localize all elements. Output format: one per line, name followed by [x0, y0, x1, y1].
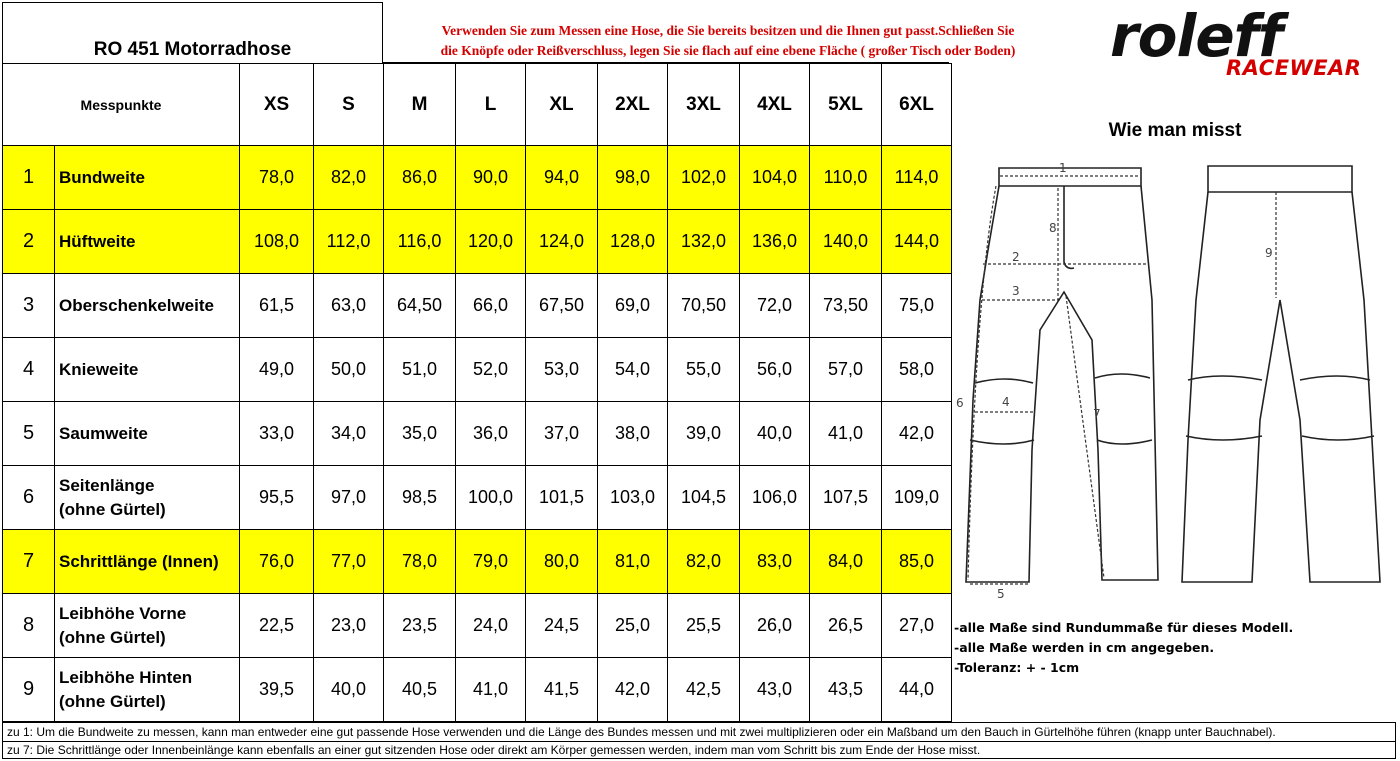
measure-value: 38,0 [598, 402, 668, 466]
measure-value: 82,0 [314, 146, 384, 210]
footer-note-2: zu 7: Die Schrittlänge oder Innenbeinlänge kann ebenfalls an einer gut sitzenden Hose oder direkt am Körper gemessen werden, indem man vom Schritt bis zum Ende der Hose misst. [7, 743, 981, 757]
measure-value: 112,0 [314, 210, 384, 274]
table-row [3, 594, 952, 658]
measure-value: 84,0 [810, 530, 882, 594]
back-pants-drawing [1182, 166, 1380, 582]
measure-value: 35,0 [384, 402, 456, 466]
note: -alle Maße sind Rundummaße für dieses Modell. [954, 620, 1294, 635]
measure-name [55, 530, 240, 594]
note: -alle Maße werden in cm angegeben. [954, 640, 1215, 655]
measure-value: 25,5 [668, 594, 740, 658]
measure-name-line: Saumweite [59, 423, 148, 443]
measure-value: 108,0 [240, 210, 314, 274]
size-table [2, 63, 952, 722]
measure-value: 78,0 [240, 146, 314, 210]
measure-value: 63,0 [314, 274, 384, 338]
pants-diagram [951, 146, 1396, 606]
size-header: 5XL [810, 64, 882, 146]
footer-note-1: zu 1: Um die Bundweite zu messen, kann man entweder eine gut passende Hose verwenden und die Länge des Bundes messen und mit zwei multiplizieren oder ein Maßband um den Bauch in Gürtelhöhe führen (knapp unter Bauchnabel). [7, 725, 1276, 739]
diagram-label: 6 [956, 396, 964, 410]
table-row [3, 274, 952, 338]
table-row [3, 466, 952, 530]
measure-name-subline: (ohne Gürtel) [59, 691, 166, 711]
size-header: XS [240, 64, 314, 146]
diagram-label: 4 [1002, 395, 1010, 409]
measure-name-line: Hüftweite [59, 231, 136, 251]
measure-value: 25,0 [598, 594, 668, 658]
measure-value: 42,5 [668, 658, 740, 722]
measure-value: 23,0 [314, 594, 384, 658]
row-number: 5 [3, 402, 55, 466]
measure-name [55, 594, 240, 658]
diagram-label: 5 [997, 587, 1005, 601]
measure-value: 40,0 [314, 658, 384, 722]
row-number: 3 [3, 274, 55, 338]
size-header: 6XL [882, 64, 952, 146]
measure-name-line: Leibhöhe Hinten [59, 667, 193, 687]
measure-points-header: Messpunkte [3, 64, 240, 146]
measure-value: 104,5 [668, 466, 740, 530]
row-number: 2 [3, 210, 55, 274]
measure-value: 81,0 [598, 530, 668, 594]
measure-value: 41,5 [526, 658, 598, 722]
measure-name [55, 466, 240, 530]
measure-value: 37,0 [526, 402, 598, 466]
measure-value: 82,0 [668, 530, 740, 594]
measure-value: 41,0 [456, 658, 526, 722]
measure-value: 97,0 [314, 466, 384, 530]
measure-value: 70,50 [668, 274, 740, 338]
diagram-label: 8 [1049, 221, 1057, 235]
measure-value: 27,0 [882, 594, 952, 658]
measure-value: 144,0 [882, 210, 952, 274]
diagram-label: 3 [1012, 284, 1020, 298]
measure-value: 66,0 [456, 274, 526, 338]
measure-value: 78,0 [384, 530, 456, 594]
measure-value: 132,0 [668, 210, 740, 274]
measure-value: 52,0 [456, 338, 526, 402]
size-header: 2XL [598, 64, 668, 146]
measure-name [55, 146, 240, 210]
size-header: S [314, 64, 384, 146]
measure-value: 61,5 [240, 274, 314, 338]
measure-value: 83,0 [740, 530, 810, 594]
measure-value: 69,0 [598, 274, 668, 338]
table-row [3, 402, 952, 466]
size-header: M [384, 64, 456, 146]
measure-value: 128,0 [598, 210, 668, 274]
row-number: 6 [3, 466, 55, 530]
measure-name-subline: (ohne Gürtel) [59, 627, 166, 647]
measure-value: 79,0 [456, 530, 526, 594]
measure-name [55, 274, 240, 338]
measure-value: 36,0 [456, 402, 526, 466]
row-number: 7 [3, 530, 55, 594]
footer-notes [2, 722, 1396, 759]
measure-value: 136,0 [740, 210, 810, 274]
diagram-label: 1 [1059, 161, 1067, 175]
row-number: 9 [3, 658, 55, 722]
measure-value: 42,0 [882, 402, 952, 466]
measure-value: 26,0 [740, 594, 810, 658]
measure-value: 40,0 [740, 402, 810, 466]
measure-value: 55,0 [668, 338, 740, 402]
measure-value: 43,0 [740, 658, 810, 722]
measure-name-line: Leibhöhe Vorne [59, 603, 187, 623]
table-row [3, 146, 952, 210]
measure-name-line: Bundweite [59, 167, 145, 187]
size-header: L [456, 64, 526, 146]
measure-value: 49,0 [240, 338, 314, 402]
measure-value: 64,50 [384, 274, 456, 338]
measure-value: 24,0 [456, 594, 526, 658]
measure-value: 90,0 [456, 146, 526, 210]
measure-name-line: Schrittlänge (Innen) [59, 551, 219, 571]
measure-value: 80,0 [526, 530, 598, 594]
table-row [3, 658, 952, 722]
measure-value: 73,50 [810, 274, 882, 338]
measure-value: 106,0 [740, 466, 810, 530]
table-row [3, 530, 952, 594]
logo-subtitle: RACEWEAR [1226, 56, 1362, 80]
how-to-measure-heading: Wie man misst [1108, 120, 1242, 141]
measure-name-line: Knieweite [59, 359, 139, 379]
measure-name [55, 658, 240, 722]
logo-wordmark: roleff [1110, 2, 1283, 70]
measure-value: 56,0 [740, 338, 810, 402]
measure-value: 58,0 [882, 338, 952, 402]
measure-value: 44,0 [882, 658, 952, 722]
measure-value: 109,0 [882, 466, 952, 530]
measure-value: 124,0 [526, 210, 598, 274]
measure-value: 76,0 [240, 530, 314, 594]
size-header: 3XL [668, 64, 740, 146]
measure-name [55, 210, 240, 274]
diagram-label: 9 [1265, 246, 1273, 260]
measure-value: 103,0 [598, 466, 668, 530]
measure-value: 107,5 [810, 466, 882, 530]
measure-value: 42,0 [598, 658, 668, 722]
measure-value: 94,0 [526, 146, 598, 210]
measure-name-line: Seitenlänge [59, 475, 155, 495]
measure-value: 75,0 [882, 274, 952, 338]
measure-value: 102,0 [668, 146, 740, 210]
measure-value: 95,5 [240, 466, 314, 530]
measurement-labels [956, 161, 1273, 601]
measure-value: 100,0 [456, 466, 526, 530]
measure-value: 24,5 [526, 594, 598, 658]
measure-value: 98,0 [598, 146, 668, 210]
size-table-body [3, 146, 952, 722]
measure-value: 140,0 [810, 210, 882, 274]
measure-value: 50,0 [314, 338, 384, 402]
row-number: 4 [3, 338, 55, 402]
instruction-line-2: die Knöpfe oder Reißverschluss, legen Sie sie flach auf eine ebene Fläche ( großer Tisch oder Boden) [440, 43, 1016, 58]
table-row [3, 210, 952, 274]
measure-value: 40,5 [384, 658, 456, 722]
measure-value: 110,0 [810, 146, 882, 210]
measure-value: 23,5 [384, 594, 456, 658]
diagram-label: 2 [1012, 250, 1020, 264]
measure-value: 22,5 [240, 594, 314, 658]
measure-value: 86,0 [384, 146, 456, 210]
front-pants-drawing [966, 168, 1158, 582]
title-cell [2, 2, 383, 64]
measure-value: 120,0 [456, 210, 526, 274]
measure-value: 51,0 [384, 338, 456, 402]
diagram-label: 7 [1093, 407, 1101, 421]
measure-value: 43,5 [810, 658, 882, 722]
measure-value: 85,0 [882, 530, 952, 594]
measure-name [55, 338, 240, 402]
measure-value: 41,0 [810, 402, 882, 466]
measure-value: 26,5 [810, 594, 882, 658]
measure-value: 34,0 [314, 402, 384, 466]
size-header: XL [526, 64, 598, 146]
measure-name-line: Oberschenkelweite [59, 295, 214, 315]
measure-value: 39,0 [668, 402, 740, 466]
roleff-logo [1110, 2, 1395, 82]
measure-value: 54,0 [598, 338, 668, 402]
measure-value: 53,0 [526, 338, 598, 402]
measure-value: 39,5 [240, 658, 314, 722]
note: -Toleranz: + - 1cm [954, 660, 1080, 675]
measure-value: 116,0 [384, 210, 456, 274]
measure-value: 72,0 [740, 274, 810, 338]
product-title: RO 451 Motorradhose [93, 39, 292, 60]
table-row [3, 338, 952, 402]
row-number: 1 [3, 146, 55, 210]
measure-name [55, 402, 240, 466]
divider [3, 741, 1395, 742]
measure-value: 67,50 [526, 274, 598, 338]
measure-value: 77,0 [314, 530, 384, 594]
measure-value: 114,0 [882, 146, 952, 210]
measure-value: 98,5 [384, 466, 456, 530]
measure-value: 57,0 [810, 338, 882, 402]
size-header-row [3, 64, 952, 146]
measure-name-subline: (ohne Gürtel) [59, 499, 166, 519]
row-number: 8 [3, 594, 55, 658]
measuring-instruction [383, 2, 1073, 64]
instruction-line-1: Verwenden Sie zum Messen eine Hose, die Sie bereits besitzen und die Ihnen gut passt.Schließen Sie [441, 23, 1015, 38]
measure-value: 104,0 [740, 146, 810, 210]
measure-value: 33,0 [240, 402, 314, 466]
measure-value: 101,5 [526, 466, 598, 530]
size-header: 4XL [740, 64, 810, 146]
